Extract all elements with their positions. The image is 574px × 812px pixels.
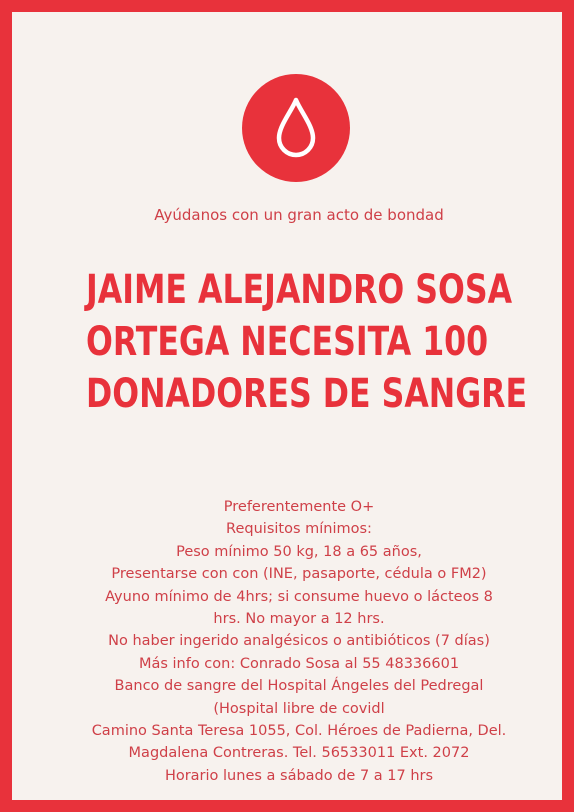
info-line-contact: Más info con: Conrado Sosa al 55 48336601: [138, 655, 460, 672]
requirements-block: [26, 496, 572, 787]
drop-badge: [242, 74, 350, 182]
headline: [86, 264, 528, 420]
tagline: Ayúdanos con un gran acto de bondad: [154, 206, 444, 224]
headline-line: ORTEGA NECESITA 100: [86, 319, 489, 365]
info-line-blood-bank: Banco de sangre del Hospital Ángeles del Pedregal: [114, 678, 484, 695]
headline-line: DONADORES DE SANGRE: [86, 371, 528, 417]
info-line-schedule: Horario lunes a sábado de 7 a 17 hrs: [164, 767, 434, 784]
info-line-medication: No haber ingerido analgésicos o antibióticos (7 días): [108, 633, 490, 650]
blood-drop-icon: [274, 96, 318, 160]
info-line-phone: Magdalena Contreras. Tel. 56533011 Ext. 2072: [128, 745, 470, 762]
info-line-blood-type: Preferentemente O+: [223, 499, 375, 515]
headline-line: JAIME ALEJANDRO SOSA: [86, 267, 513, 313]
info-line-covid-free: (Hospital libre de covidl: [213, 700, 385, 717]
info-line-address: Camino Santa Teresa 1055, Col. Héroes de Padierna, Del.: [91, 723, 507, 740]
info-line-identification: Presentarse con con (INE, pasaporte, cédula o FM2): [111, 566, 487, 583]
info-line-fasting: Ayuno mínimo de 4hrs; si consume huevo o lácteos 8: [105, 588, 493, 605]
info-line-fasting-limit: hrs. No mayor a 12 hrs.: [213, 611, 385, 628]
info-line-weight-age: Peso mínimo 50 kg, 18 a 65 años,: [176, 543, 422, 560]
info-line-requirements-heading: Requisitos mínimos:: [226, 521, 372, 538]
